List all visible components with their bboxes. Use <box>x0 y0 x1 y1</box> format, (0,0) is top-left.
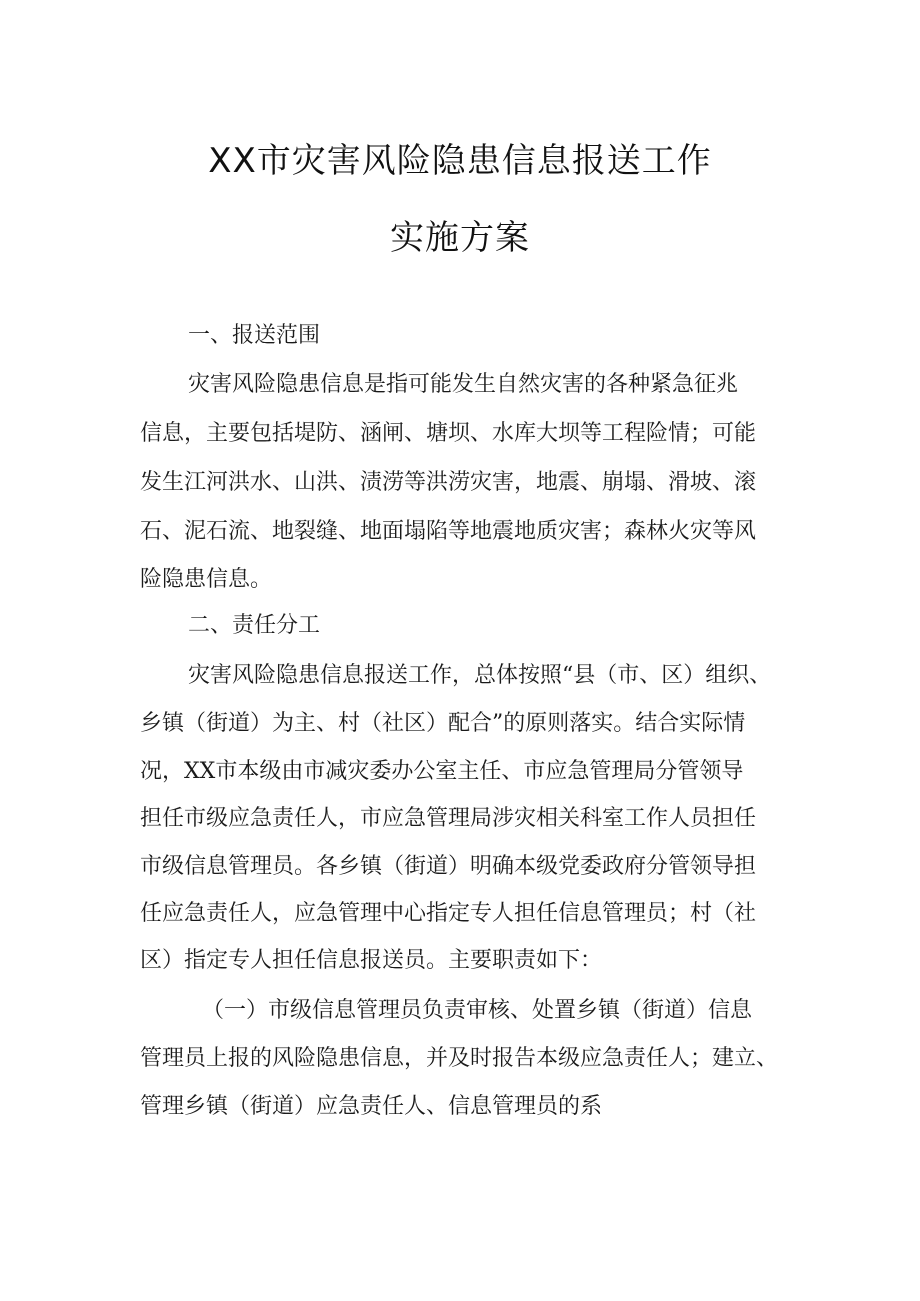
paragraph-line: 石、泥石流、地裂缝、地面塌陷等地震地质灾害；森林火灾等风 <box>140 519 757 544</box>
paragraph-line: 险隐患信息。 <box>140 567 273 592</box>
section-heading-scope: 一、报送范围 <box>188 323 321 348</box>
document-title-line-2: 实施方案 <box>390 218 530 258</box>
paragraph-line: 乡镇（街道）为主、村（社区）配合”的原则落实。结合实际情 <box>140 711 746 736</box>
paragraph-line: （一）市级信息管理员负责审核、处置乡镇（街道）信息 <box>202 998 753 1023</box>
paragraph-line: 信息，主要包括堤防、涵闸、塘坝、水库大坝等工程险情；可能 <box>140 421 757 446</box>
paragraph-line: 管理员上报的风险隐患信息，并及时报告本级应急责任人；建立、 <box>140 1046 779 1071</box>
document-title-line-1: XX市灾害风险隐患信息报送工作 <box>208 141 712 181</box>
section-heading-responsibility: 二、责任分工 <box>188 613 321 638</box>
paragraph-line: 灾害风险隐患信息报送工作，总体按照“县（市、区）组织、 <box>188 663 772 688</box>
paragraph-line: 市级信息管理员。各乡镇（街道）明确本级党委政府分管领导担 <box>140 854 757 879</box>
paragraph-line: 管理乡镇（街道）应急责任人、信息管理员的系 <box>140 1094 603 1119</box>
paragraph-line: 区）指定专人担任信息报送员。主要职责如下： <box>140 948 603 973</box>
paragraph-line: 任应急责任人，应急管理中心指定专人担任信息管理员；村（社 <box>140 901 757 926</box>
paragraph-line: 发生江河洪水、山洪、渍涝等洪涝灾害，地震、崩塌、滑坡、滚 <box>140 470 757 495</box>
paragraph-line: 灾害风险隐患信息是指可能发生自然灾害的各种紧急征兆 <box>188 372 739 397</box>
paragraph-line: 担任市级应急责任人，市应急管理局涉灾相关科室工作人员担任 <box>140 806 757 831</box>
paragraph-line: 况，XX市本级由市减灾委办公室主任、市应急管理局分管领导 <box>140 759 744 784</box>
